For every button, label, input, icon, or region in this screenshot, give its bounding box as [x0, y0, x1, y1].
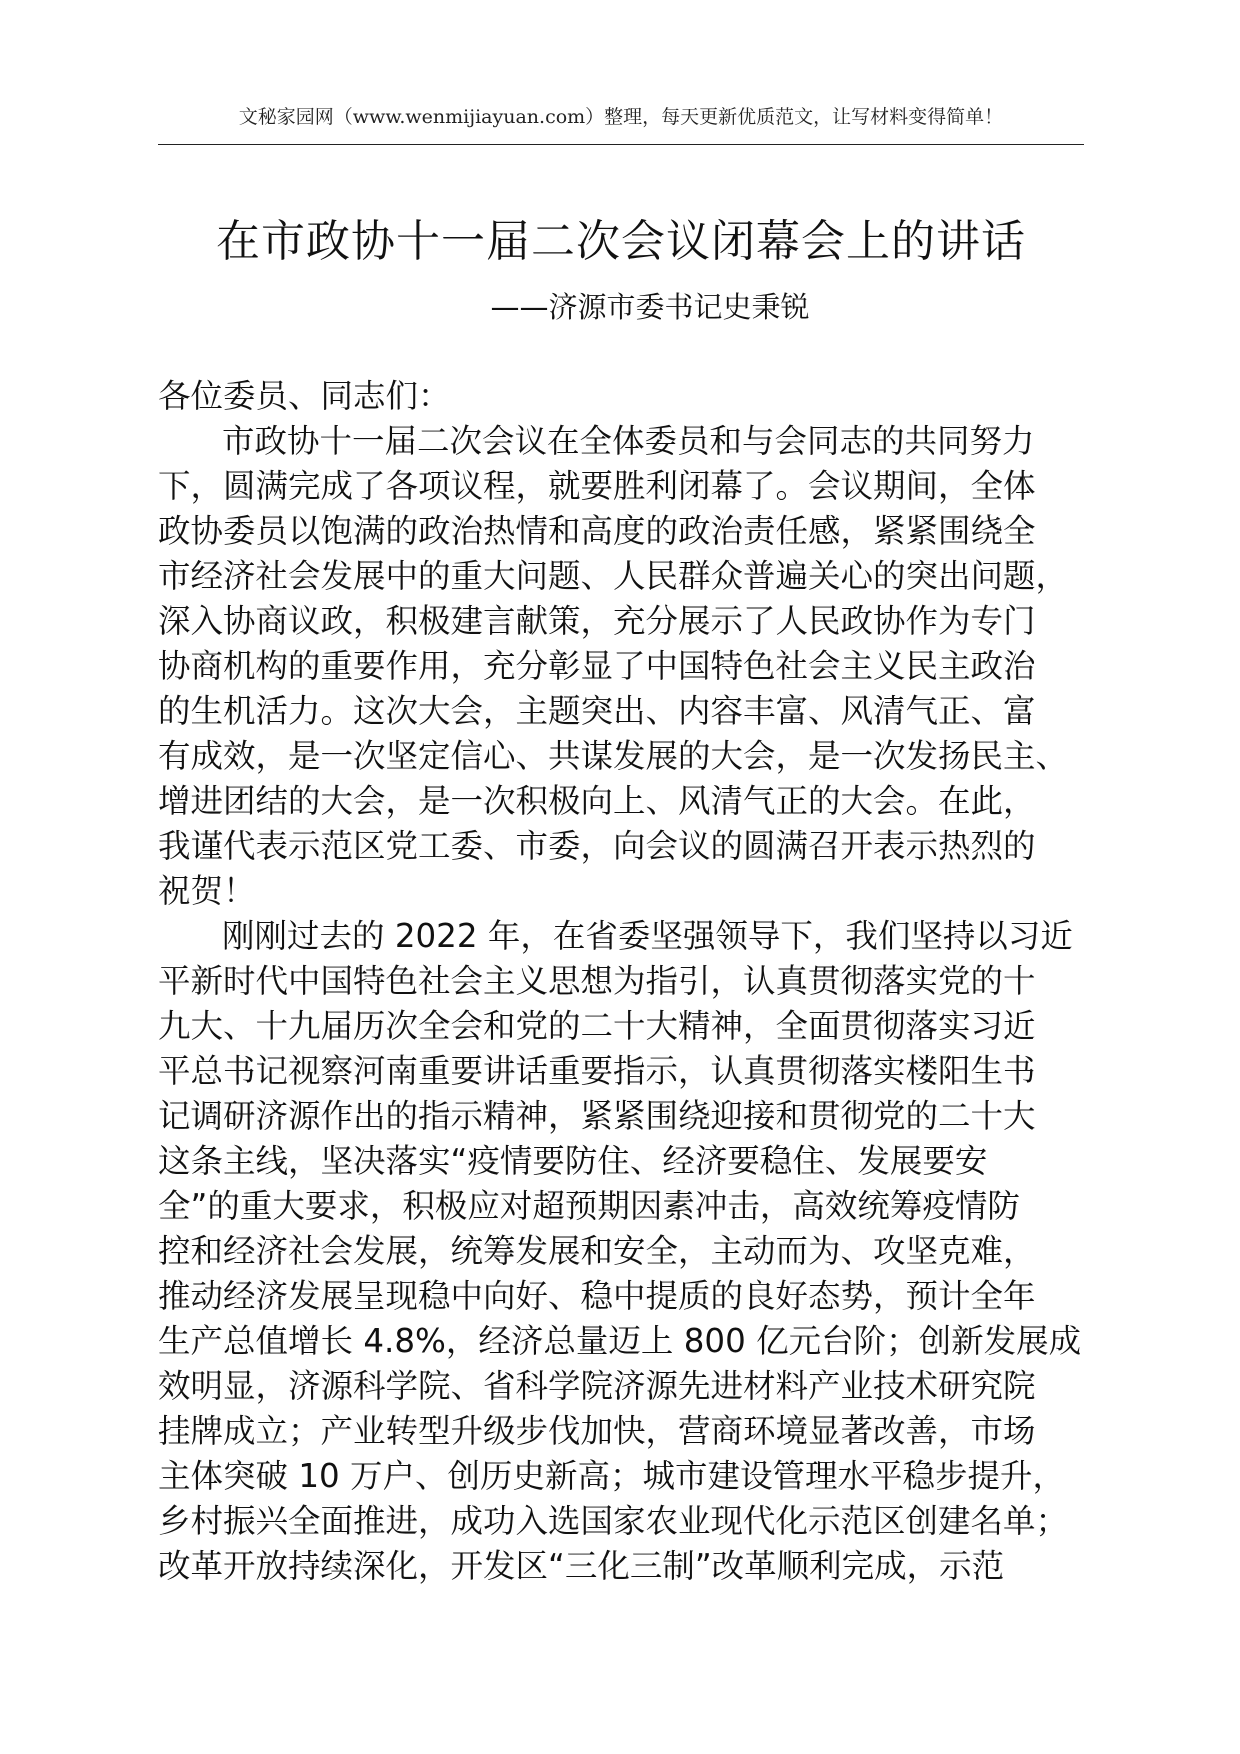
paragraph-line: 我谨代表示范区党工委、市委，向会议的圆满召开表示热烈的	[158, 827, 1036, 865]
paragraph-line: 深入协商议政，积极建言献策，充分展示了人民政协作为专门	[158, 602, 1036, 640]
page-header-text: 文秘家园网（www.wenmijiayuan.com）整理，每天更新优质范文，让写材料变得简单！	[238, 106, 1004, 128]
paragraph-line: 的生机活力。这次大会，主题突出、内容丰富、风清气正、富	[158, 692, 1036, 730]
paragraph-line: 乡村振兴全面推进，成功入选国家农业现代化示范区创建名单；	[158, 1502, 1069, 1540]
paragraph-line: 协商机构的重要作用，充分彰显了中国特色社会主义民主政治	[158, 647, 1036, 685]
salutation: 各位委员、同志们：	[158, 377, 451, 415]
paragraph-2	[158, 914, 1118, 1589]
paragraph-line: 市经济社会发展中的重大问题、人民群众普遍关心的突出问题，	[158, 557, 1069, 595]
document-title: 在市政协十一届二次会议闭幕会上的讲话	[216, 216, 1026, 267]
paragraph-line: 全”的重大要求，积极应对超预期因素冲击，高效统筹疫情防	[158, 1187, 1020, 1225]
paragraph-line: 控和经济社会发展，统筹发展和安全，主动而为、攻坚克难，	[158, 1232, 1036, 1270]
header-divider	[158, 144, 1084, 145]
paragraph-1	[158, 419, 1118, 914]
paragraph-line: 市政协十一届二次会议在全体委员和与会同志的共同努力	[222, 422, 1035, 460]
paragraph-line: 记调研济源作出的指示精神，紧紧围绕迎接和贯彻党的二十大	[158, 1097, 1036, 1135]
paragraph-line: 刚刚过去的 2022 年，在省委坚强领导下，我们坚持以习近	[222, 917, 1073, 955]
paragraph-line: 主体突破 10 万户、创历史新高；城市建设管理水平稳步提升，	[158, 1457, 1066, 1495]
paragraph-line: 改革开放持续深化，开发区“三化三制”改革顺利完成，示范	[158, 1547, 1005, 1585]
paragraph-line: 效明显，济源科学院、省科学院济源先进材料产业技术研究院	[158, 1367, 1036, 1405]
document-subtitle: ——济源市委书记史秉锐	[490, 290, 810, 324]
paragraph-line: 平总书记视察河南重要讲话重要指示，认真贯彻落实楼阳生书	[158, 1052, 1036, 1090]
paragraph-line: 平新时代中国特色社会主义思想为指引，认真贯彻落实党的十	[158, 962, 1036, 1000]
paragraph-line: 有成效，是一次坚定信心、共谋发展的大会，是一次发扬民主、	[158, 737, 1069, 775]
paragraph-line: 增进团结的大会，是一次积极向上、风清气正的大会。在此，	[158, 782, 1036, 820]
paragraph-line: 生产总值增长 4.8%，经济总量迈上 800 亿元台阶；创新发展成	[158, 1322, 1082, 1360]
paragraph-line: 挂牌成立；产业转型升级步伐加快，营商环境显著改善，市场	[158, 1412, 1036, 1450]
paragraph-line: 祝贺！	[158, 872, 256, 910]
paragraph-line: 政协委员以饱满的政治热情和高度的政治责任感，紧紧围绕全	[158, 512, 1036, 550]
document-body	[158, 374, 1118, 1589]
paragraph-line: 这条主线，坚决落实“疫情要防住、经济要稳住、发展要安	[158, 1142, 988, 1180]
paragraph-line: 推动经济发展呈现稳中向好、稳中提质的良好态势，预计全年	[158, 1277, 1036, 1315]
paragraph-line: 下，圆满完成了各项议程，就要胜利闭幕了。会议期间，全体	[158, 467, 1036, 505]
paragraph-line: 九大、十九届历次全会和党的二十大精神，全面贯彻落实习近	[158, 1007, 1036, 1045]
